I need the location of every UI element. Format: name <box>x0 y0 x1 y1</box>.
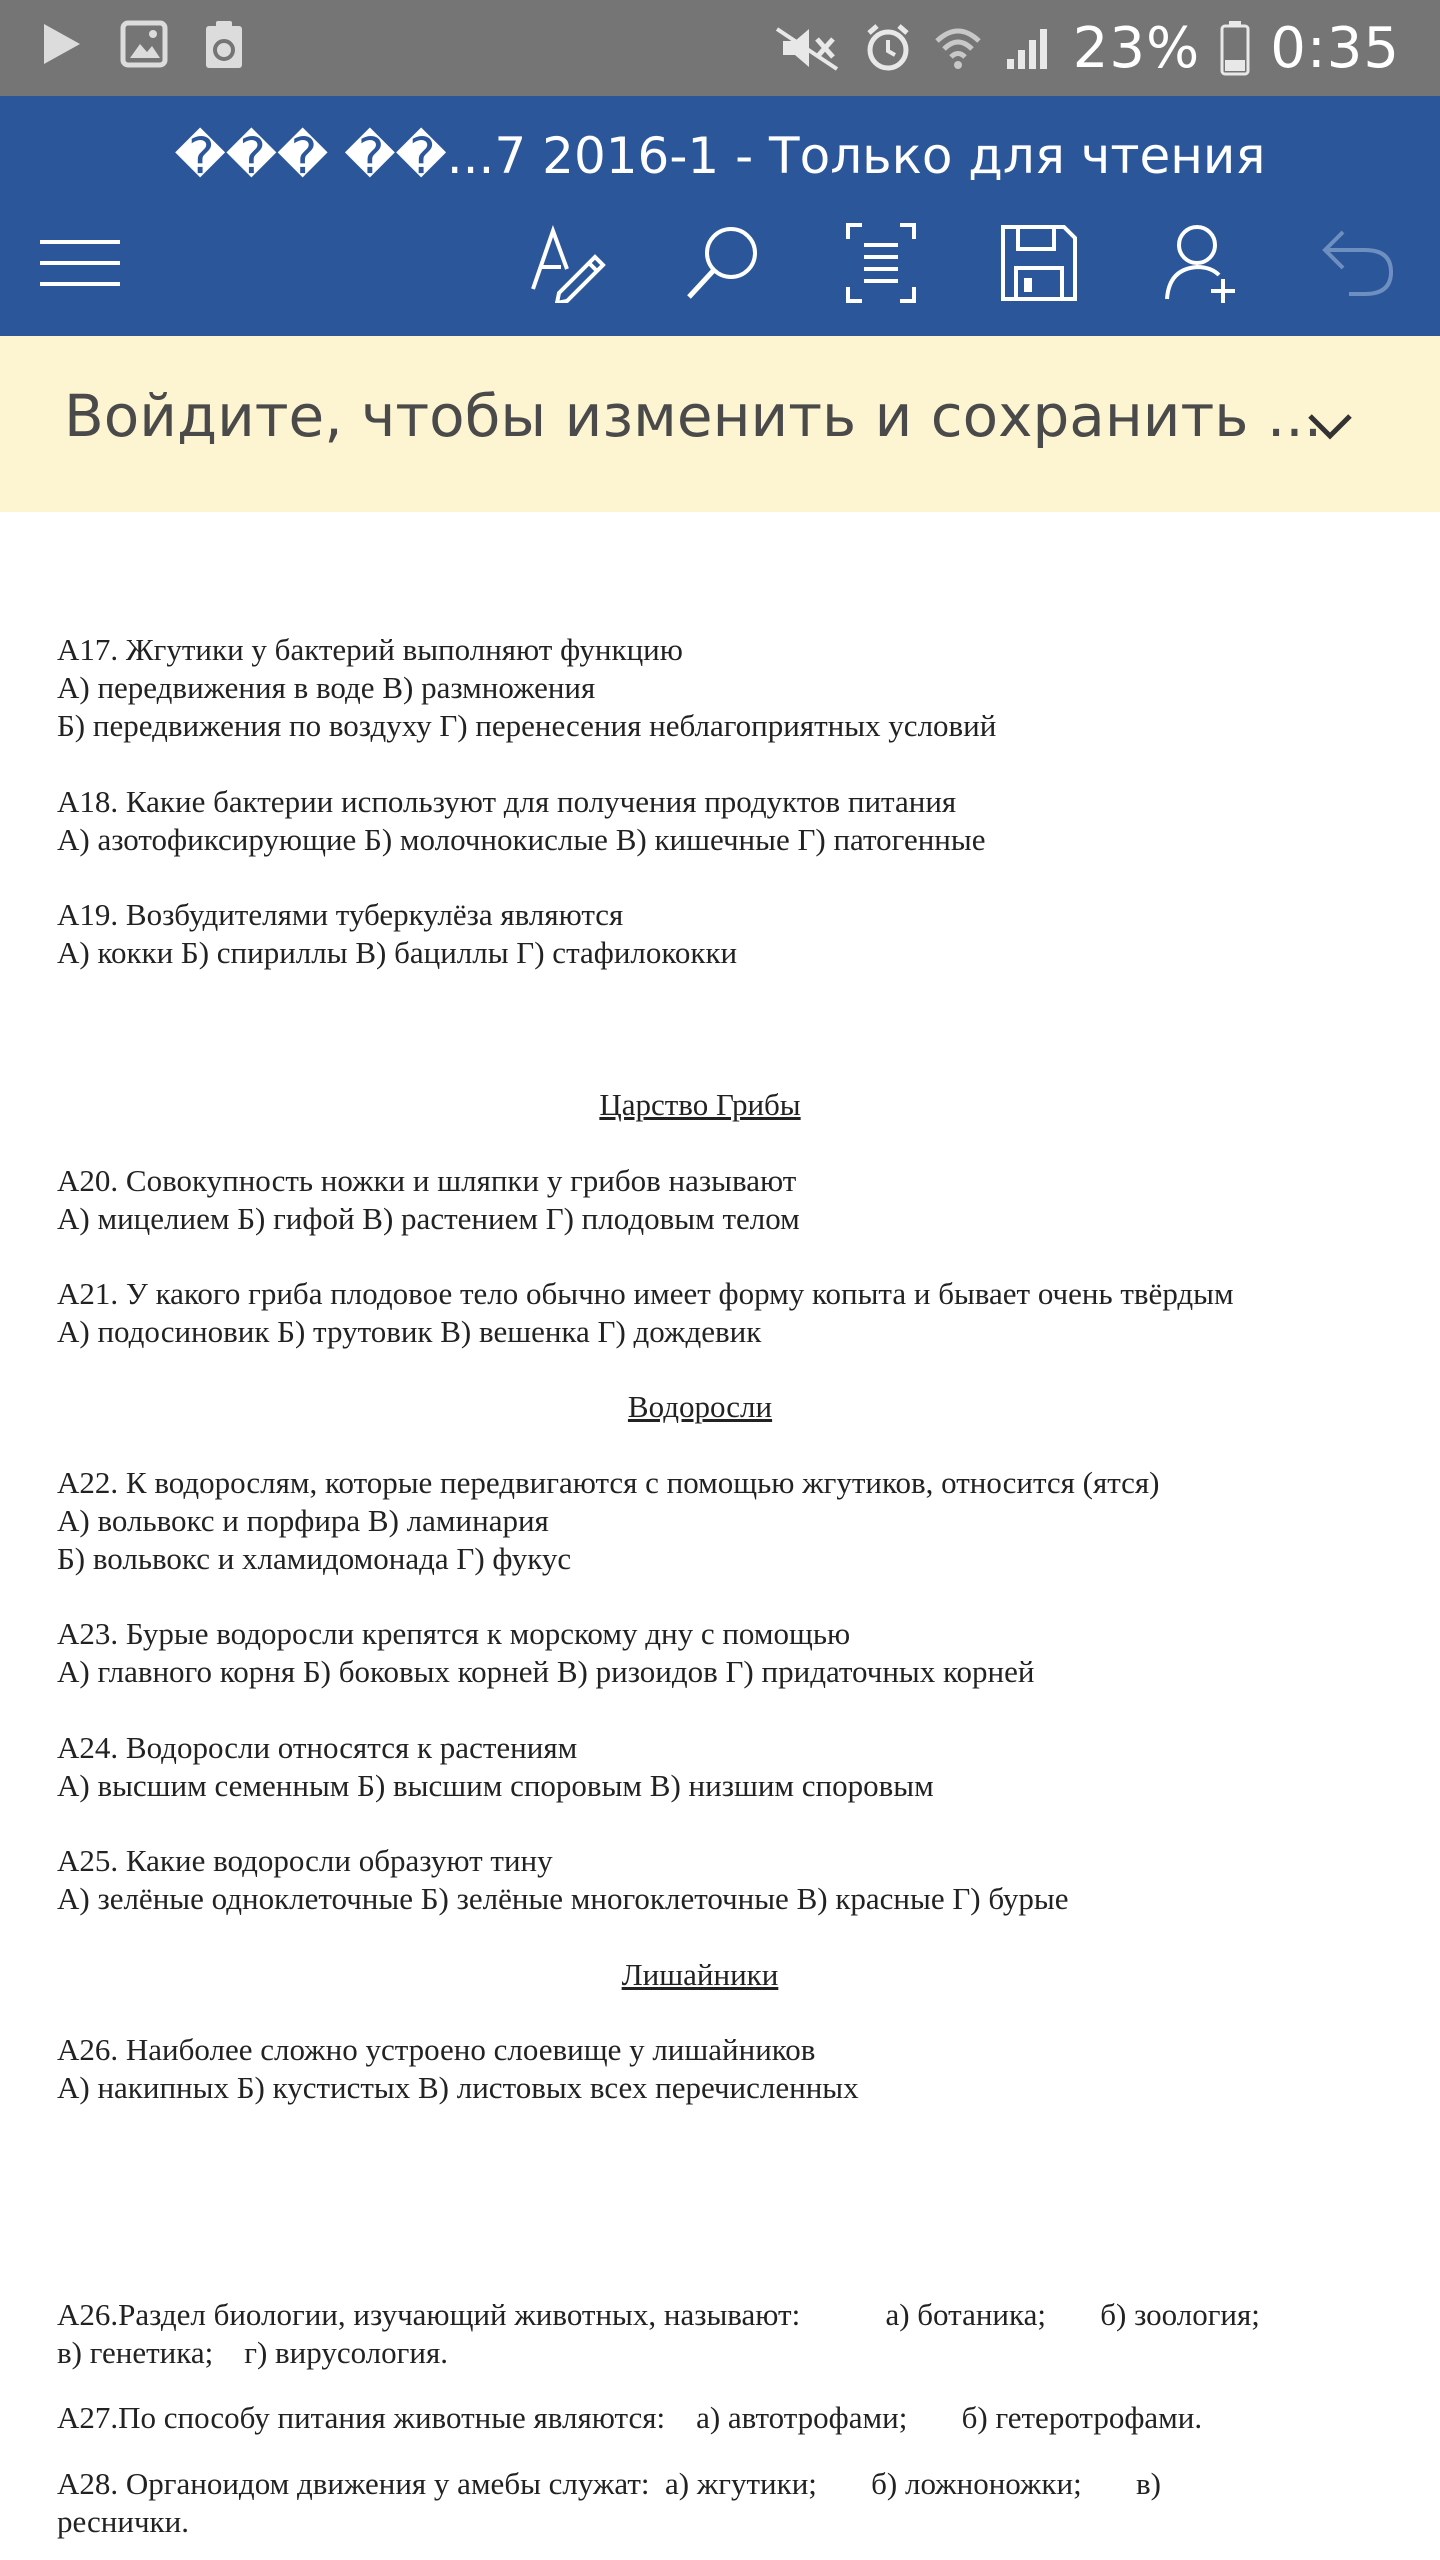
wifi-icon <box>933 23 983 73</box>
answer-line: А) азотофиксирующие Б) молочнокислые В) кишечные Г) патогенные <box>57 822 986 857</box>
answer-line: А) подосиновик Б) трутовик В) вешенка Г) дождевик <box>57 1314 762 1349</box>
menu-icon <box>38 238 122 288</box>
section-heading-lichens: Лишайники <box>621 1957 779 1992</box>
save-icon <box>1000 224 1078 302</box>
question-a25: А25. Какие водоросли образуют тину <box>57 1843 553 1878</box>
edit-text-icon <box>527 223 607 303</box>
answer-line: Б) вольвокс и хламидомонада Г) фукус <box>57 1541 572 1576</box>
answer-line: А) мицелием Б) гифой В) растением Г) плодовым телом <box>57 1201 800 1236</box>
clock: 0:35 <box>1270 15 1400 81</box>
question-a21: А21. У какого гриба плодовое тело обычно имеет форму копыта и бывает очень твёрдым <box>57 1276 1234 1311</box>
answer-line: А) накипных Б) кустистых В) листовых всех перечисленных <box>57 2070 859 2105</box>
menu-button[interactable] <box>25 208 135 318</box>
status-bar <box>0 0 1440 96</box>
answer-line: А) передвижения в воде В) размножения <box>57 670 596 705</box>
share-person-icon <box>1163 223 1243 303</box>
undo-button[interactable] <box>1302 208 1412 318</box>
status-left-icons <box>40 20 244 70</box>
answer-line: Б) передвижения по воздуху Г) перенесения неблагоприятных условий <box>57 708 997 743</box>
section-heading-algae: Водоросли <box>627 1389 773 1424</box>
answer-line: А) зелёные одноклеточные Б) зелёные многоклеточные В) красные Г) бурые <box>57 1881 1069 1916</box>
alarm-icon <box>863 23 913 73</box>
search-icon <box>683 223 763 303</box>
search-button[interactable] <box>668 208 778 318</box>
app-bar <box>0 96 1440 336</box>
sign-in-banner-text[interactable]: Войдите, чтобы изменить и сохранить ... <box>64 382 1323 450</box>
question-a17: А17. Жгутики у бактерий выполняют функцию <box>57 632 683 667</box>
save-button[interactable] <box>984 208 1094 318</box>
battery-icon <box>1220 20 1250 76</box>
share-button[interactable] <box>1148 208 1258 318</box>
question-a28: А28. Органоидом движения у амебы служат: а) жгутики; б) ложноножки; в) <box>57 2466 1161 2501</box>
section-heading-fungi: Царство Грибы <box>599 1087 801 1122</box>
image-icon <box>120 20 168 70</box>
reading-view-icon <box>846 223 916 303</box>
question-a18: А18. Какие бактерии используют для получения продуктов питания <box>57 784 957 819</box>
reading-view-button[interactable] <box>826 208 936 318</box>
question-a26: А26. Наиболее сложно устроено слоевище у лишайников <box>57 2032 816 2067</box>
battery-percent: 23% <box>1072 15 1201 81</box>
document-title: ��� ��...7 2016-1 - Только для чтения <box>174 127 1266 185</box>
sign-in-banner[interactable] <box>0 336 1440 512</box>
question-a27: А27.По способу питания животные являются: а) автотрофами; б) гетеротрофами. <box>57 2400 1203 2435</box>
question-a20: А20. Совокупность ножки и шляпки у грибов называют <box>57 1163 797 1198</box>
mute-vibrate-icon <box>773 23 843 73</box>
answer-line: А) главного корня Б) боковых корней В) ризоидов Г) придаточных корней <box>57 1654 1035 1689</box>
edit-text-button[interactable] <box>512 208 622 318</box>
question-a23: А23. Бурые водоросли крепятся к морскому дну с помощью <box>57 1616 851 1651</box>
undo-icon <box>1319 228 1395 298</box>
play-icon <box>40 20 84 70</box>
clipboard-recycle-icon <box>204 20 244 70</box>
answer-line: реснички. <box>57 2504 189 2539</box>
answer-line: А) кокки Б) спириллы В) бациллы Г) стафилококки <box>57 935 738 970</box>
document-page <box>0 512 1440 2560</box>
answer-line: в) генетика; г) вирусология. <box>57 2335 448 2370</box>
chevron-down-icon[interactable] <box>1300 396 1360 456</box>
answer-line: А) вольвокс и порфира В) ламинария <box>57 1503 549 1538</box>
status-right <box>773 8 1400 88</box>
answer-line: А) высшим семенным Б) высшим споровым В) низшим споровым <box>57 1768 934 1803</box>
question-a26-zoology: А26.Раздел биологии, изучающий животных, называют: а) ботаника; б) зоология; <box>57 2297 1260 2332</box>
signal-icon <box>1003 23 1053 73</box>
question-a22: А22. К водорослям, которые передвигаются с помощью жгутиков, относится (ятся) <box>57 1465 1160 1500</box>
question-a19: А19. Возбудителями туберкулёза являются <box>57 897 624 932</box>
question-a24: А24. Водоросли относятся к растениям <box>57 1730 578 1765</box>
